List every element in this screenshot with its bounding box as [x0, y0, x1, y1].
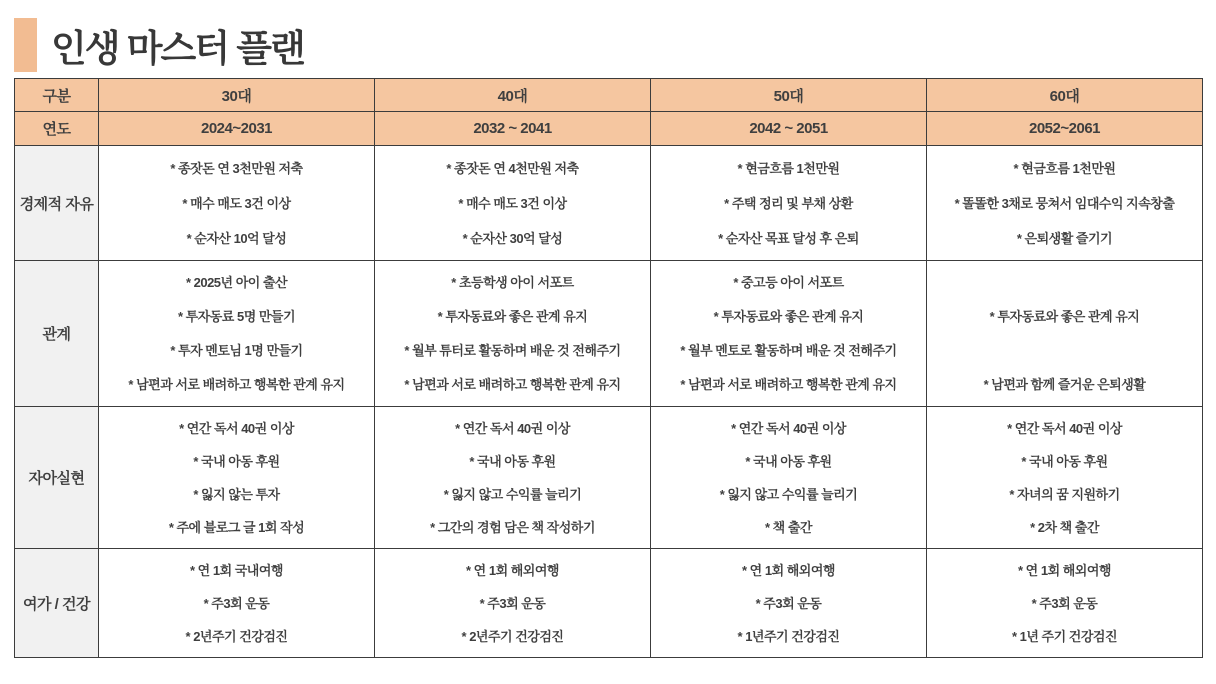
plan-item: * 주3회 운동: [755, 595, 822, 611]
plan-item: * 남편과 서로 배려하고 행복한 관계 유지: [128, 377, 345, 392]
plan-item: * 주에 블로그 글 1회 작성: [168, 519, 305, 535]
plan-cell: [651, 261, 927, 407]
plan-item: * 책 출간: [765, 519, 812, 535]
plan-item: * 국내 아동 후원: [1021, 453, 1108, 469]
column-header-50s: 50대: [651, 79, 927, 112]
plan-cell: [375, 261, 651, 407]
category-label: 관계: [15, 261, 99, 407]
plan-item: * 2년주기 건강검진: [461, 628, 564, 644]
plan-item: * 남편과 서로 배려하고 행복한 관계 유지: [404, 377, 621, 392]
plan-item: * 남편과 서로 배려하고 행복한 관계 유지: [680, 377, 897, 392]
page-header: [0, 0, 1216, 78]
plan-item: * 순자산 30억 달성: [462, 230, 563, 246]
plan-item: * 1년 주기 건강검진: [1011, 628, 1118, 644]
plan-cell: [99, 407, 375, 549]
plan-item: * 자녀의 꿈 지원하기: [1009, 486, 1120, 502]
plan-item: * 은퇴생활 즐기기: [1016, 230, 1113, 246]
plan-item: * 2차 책 출간: [1030, 519, 1099, 535]
corner-label: 구분: [15, 79, 99, 112]
plan-item: * 국내 아동 후원: [745, 453, 832, 469]
year-row-label: 연도: [15, 112, 99, 146]
plan-item: * 연간 독서 40권 이상: [1007, 420, 1122, 436]
plan-item: * 현금흐름 1천만원: [737, 160, 840, 176]
plan-item: * 주3회 운동: [479, 595, 546, 611]
plan-item: * 2025년 아이 출산: [185, 275, 288, 290]
plan-item: * 투자 멘토님 1명 만들기: [170, 343, 303, 358]
plan-item: [929, 343, 1200, 358]
title-accent-bar: [14, 18, 37, 72]
plan-item: * 초등학생 아이 서포트: [451, 275, 574, 290]
plan-item: * 중고등 아이 서포트: [733, 275, 844, 290]
plan-item: * 그간의 경험 담은 책 작성하기: [430, 519, 595, 535]
plan-cell: [99, 549, 375, 658]
plan-item: * 순자산 목표 달성 후 은퇴: [718, 230, 859, 246]
plan-cell: [651, 549, 927, 658]
category-label: 경제적 자유: [15, 146, 99, 261]
plan-item: * 국내 아동 후원: [469, 453, 556, 469]
plan-item: * 연간 독서 40권 이상: [455, 420, 570, 436]
year-cell: 2042 ~ 2051: [651, 112, 927, 146]
life-master-plan-table: [14, 78, 1203, 658]
column-header-30s: 30대: [99, 79, 375, 112]
year-cell: 2032 ~ 2041: [375, 112, 651, 146]
plan-item: [929, 275, 1200, 290]
table-row-economic-freedom: [15, 146, 1203, 261]
plan-item: * 잃지 않고 수익률 늘리기: [443, 486, 582, 502]
table-row-relationships: [15, 261, 1203, 407]
plan-item: * 월부 튜터로 활동하며 배운 것 전해주기: [404, 343, 621, 358]
plan-item: * 투자동료와 좋은 관계 유지: [989, 309, 1140, 324]
column-header-40s: 40대: [375, 79, 651, 112]
plan-item: * 투자동료와 좋은 관계 유지: [437, 309, 588, 324]
plan-item: * 순자산 10억 달성: [186, 230, 287, 246]
plan-cell: [99, 261, 375, 407]
plan-item: * 잃지 않는 투자: [193, 486, 280, 502]
plan-item: * 연 1회 국내여행: [190, 562, 283, 578]
category-label: 여가 / 건강: [15, 549, 99, 658]
plan-cell: [375, 146, 651, 261]
year-cell: 2024~2031: [99, 112, 375, 146]
table-row-self-actualization: [15, 407, 1203, 549]
plan-item: * 연 1회 해외여행: [1018, 562, 1111, 578]
plan-cell: [375, 549, 651, 658]
plan-item: * 연간 독서 40권 이상: [731, 420, 846, 436]
plan-item: * 주택 정리 및 부채 상환: [724, 195, 853, 211]
table-year-row: [15, 112, 1203, 146]
plan-item: * 매수 매도 3건 이상: [182, 195, 291, 211]
plan-item: * 똘똘한 3채로 뭉쳐서 임대수익 지속창출: [954, 195, 1175, 211]
plan-cell: [651, 407, 927, 549]
column-header-60s: 60대: [927, 79, 1203, 112]
plan-item: * 종잣돈 연 4천만원 저축: [446, 160, 579, 176]
plan-item: * 투자동료와 좋은 관계 유지: [713, 309, 864, 324]
plan-item: * 연 1회 해외여행: [742, 562, 835, 578]
plan-item: * 주3회 운동: [1031, 595, 1098, 611]
plan-item: * 잃지 않고 수익률 늘리기: [719, 486, 858, 502]
table-header-row: [15, 79, 1203, 112]
page-title: 인생 마스터 플랜: [51, 28, 304, 69]
plan-cell: [927, 407, 1203, 549]
plan-item: * 매수 매도 3건 이상: [458, 195, 567, 211]
plan-item: * 투자동료 5명 만들기: [177, 309, 296, 324]
plan-item: * 현금흐름 1천만원: [1013, 160, 1116, 176]
plan-item: * 연간 독서 40권 이상: [179, 420, 294, 436]
plan-cell: [99, 146, 375, 261]
plan-item: * 월부 멘토로 활동하며 배운 것 전해주기: [680, 343, 897, 358]
plan-item: * 1년주기 건강검진: [737, 628, 840, 644]
plan-cell: [375, 407, 651, 549]
year-cell: 2052~2061: [927, 112, 1203, 146]
plan-item: * 주3회 운동: [203, 595, 270, 611]
plan-item: * 국내 아동 후원: [193, 453, 280, 469]
plan-cell: [927, 261, 1203, 407]
plan-item: * 남편과 함께 즐거운 은퇴생활: [983, 377, 1146, 392]
plan-cell: [927, 549, 1203, 658]
plan-item: * 종잣돈 연 3천만원 저축: [170, 160, 303, 176]
plan-item: * 연 1회 해외여행: [466, 562, 559, 578]
table-row-leisure-health: [15, 549, 1203, 658]
plan-cell: [927, 146, 1203, 261]
plan-item: * 2년주기 건강검진: [185, 628, 288, 644]
plan-cell: [651, 146, 927, 261]
category-label: 자아실현: [15, 407, 99, 549]
